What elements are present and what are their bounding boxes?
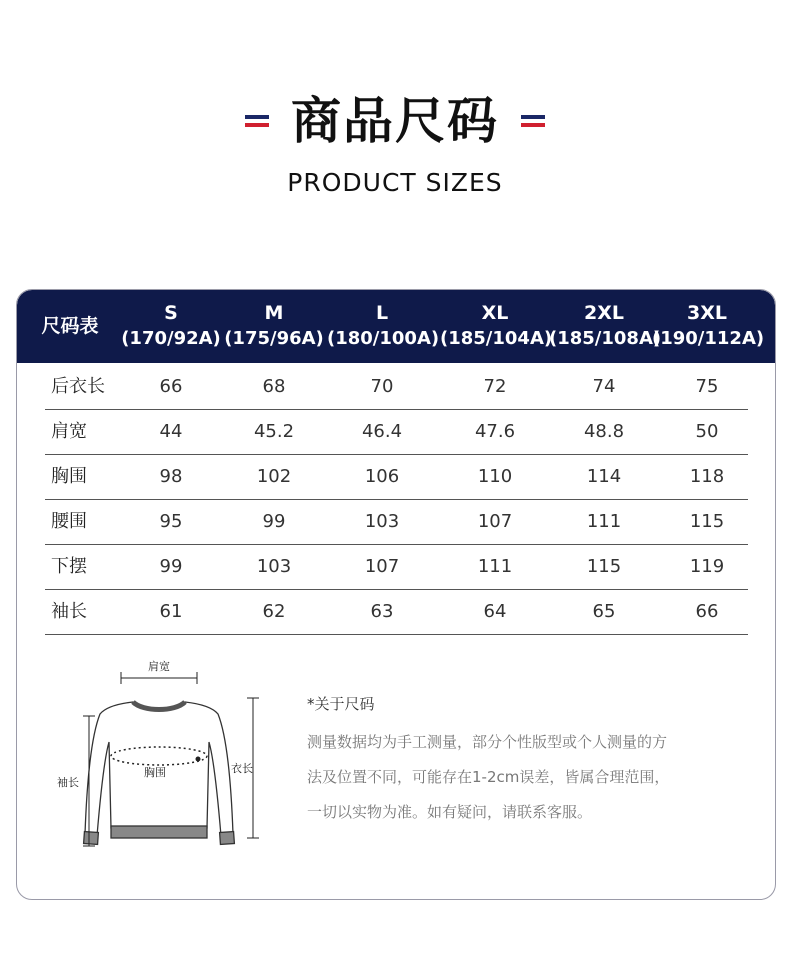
table-cell: 95 bbox=[159, 511, 183, 532]
table-row bbox=[45, 365, 748, 410]
table-cell: 102 bbox=[256, 466, 292, 487]
size-label: 3XL bbox=[687, 302, 727, 324]
chest-dot bbox=[196, 757, 201, 762]
table-cell: 99 bbox=[159, 556, 183, 577]
size-column-header bbox=[549, 300, 662, 352]
flag-stripes-right bbox=[521, 115, 545, 127]
table-cell: 66 bbox=[159, 376, 183, 397]
collar-rib bbox=[133, 702, 185, 710]
table-cell: 107 bbox=[477, 511, 513, 532]
sweater-illustration bbox=[45, 638, 271, 868]
table-row bbox=[45, 410, 748, 455]
size-code: (185/108A) bbox=[549, 328, 662, 349]
sleeve-label: 袖长 bbox=[57, 776, 79, 789]
table-cell: 110 bbox=[477, 466, 513, 487]
cuff-left bbox=[84, 832, 99, 845]
table-cell: 107 bbox=[364, 556, 400, 577]
size-column-header bbox=[327, 300, 440, 352]
length-label: 衣长 bbox=[231, 762, 253, 775]
flag-stripe-red bbox=[521, 123, 545, 127]
table-cell: 61 bbox=[159, 601, 183, 622]
table-row bbox=[45, 545, 748, 590]
flag-stripe-navy bbox=[521, 115, 545, 119]
measurement-label: 肩宽 bbox=[51, 421, 87, 442]
table-cell: 66 bbox=[695, 601, 719, 622]
table-cell: 44 bbox=[159, 421, 183, 442]
size-code: (190/112A) bbox=[652, 328, 765, 349]
table-cell: 72 bbox=[483, 376, 507, 397]
notes-title: *关于尺码 bbox=[307, 695, 375, 713]
table-cell: 47.6 bbox=[474, 421, 516, 442]
notes-line: 测量数据均为手工测量，部分个性版型或个人测量的方 bbox=[307, 733, 668, 751]
table-cell: 50 bbox=[695, 421, 719, 442]
size-code: (175/96A) bbox=[224, 328, 324, 349]
table-cell: 45.2 bbox=[253, 421, 295, 442]
size-column-header bbox=[440, 300, 553, 352]
chest-label: 胸围 bbox=[144, 766, 166, 779]
size-column-header bbox=[219, 300, 329, 352]
table-cell: 111 bbox=[477, 556, 513, 577]
table-cell: 99 bbox=[262, 511, 286, 532]
notes-line: 法及位置不同，可能存在1-2cm误差，皆属合理范围， bbox=[307, 768, 670, 786]
size-code: (180/100A) bbox=[327, 328, 440, 349]
table-row bbox=[45, 590, 748, 635]
measurement-label: 胸围 bbox=[51, 466, 87, 487]
title-row bbox=[0, 92, 790, 150]
hem-rib bbox=[111, 826, 207, 838]
table-cell: 111 bbox=[586, 511, 622, 532]
flag-stripes-left bbox=[245, 115, 269, 127]
table-cell: 48.8 bbox=[583, 421, 625, 442]
table-cell: 106 bbox=[364, 466, 400, 487]
cuff-right bbox=[220, 832, 235, 845]
flag-stripe-red bbox=[245, 123, 269, 127]
table-cell: 114 bbox=[586, 466, 622, 487]
table-cell: 98 bbox=[159, 466, 183, 487]
table-cell: 118 bbox=[689, 466, 725, 487]
table-cell: 103 bbox=[256, 556, 292, 577]
page-title: 商品尺码 bbox=[291, 92, 499, 150]
table-cell: 115 bbox=[586, 556, 622, 577]
size-code: (185/104A) bbox=[440, 328, 553, 349]
table-cell: 103 bbox=[364, 511, 400, 532]
measurement-label: 腰围 bbox=[51, 511, 87, 532]
size-label: M bbox=[264, 302, 284, 324]
table-cell: 75 bbox=[695, 376, 719, 397]
table-cell: 115 bbox=[689, 511, 725, 532]
table-row bbox=[45, 500, 748, 545]
measurement-label: 袖长 bbox=[51, 601, 87, 622]
table-cell: 64 bbox=[483, 601, 507, 622]
size-table-header bbox=[17, 290, 775, 363]
measurement-label: 后衣长 bbox=[51, 376, 105, 397]
page-header bbox=[0, 92, 790, 197]
size-table-corner-label: 尺码表 bbox=[41, 315, 99, 337]
notes-body bbox=[307, 725, 757, 830]
table-cell: 74 bbox=[592, 376, 616, 397]
table-cell: 70 bbox=[370, 376, 394, 397]
size-code: (170/92A) bbox=[121, 328, 221, 349]
size-label: L bbox=[375, 302, 389, 324]
size-column-header bbox=[652, 300, 765, 352]
notes-line: 一切以实物为准。如有疑问，请联系客服。 bbox=[307, 803, 593, 821]
flag-stripe-navy bbox=[245, 115, 269, 119]
table-cell: 62 bbox=[262, 601, 286, 622]
size-table-body bbox=[45, 365, 748, 635]
table-cell: 63 bbox=[370, 601, 394, 622]
size-column-header bbox=[116, 300, 226, 352]
shoulder-label: 肩宽 bbox=[148, 660, 170, 673]
size-label: 2XL bbox=[584, 302, 624, 324]
size-notes bbox=[307, 693, 757, 830]
sweater-measure-diagram bbox=[45, 638, 271, 868]
size-chart-card bbox=[16, 289, 776, 900]
size-label: XL bbox=[481, 302, 509, 324]
size-label: S bbox=[164, 302, 178, 324]
table-cell: 119 bbox=[689, 556, 725, 577]
page-subtitle: PRODUCT SIZES bbox=[287, 168, 503, 197]
table-cell: 46.4 bbox=[361, 421, 403, 442]
measurement-label: 下摆 bbox=[51, 556, 87, 577]
table-cell: 68 bbox=[262, 376, 286, 397]
table-cell: 65 bbox=[592, 601, 616, 622]
table-row bbox=[45, 455, 748, 500]
